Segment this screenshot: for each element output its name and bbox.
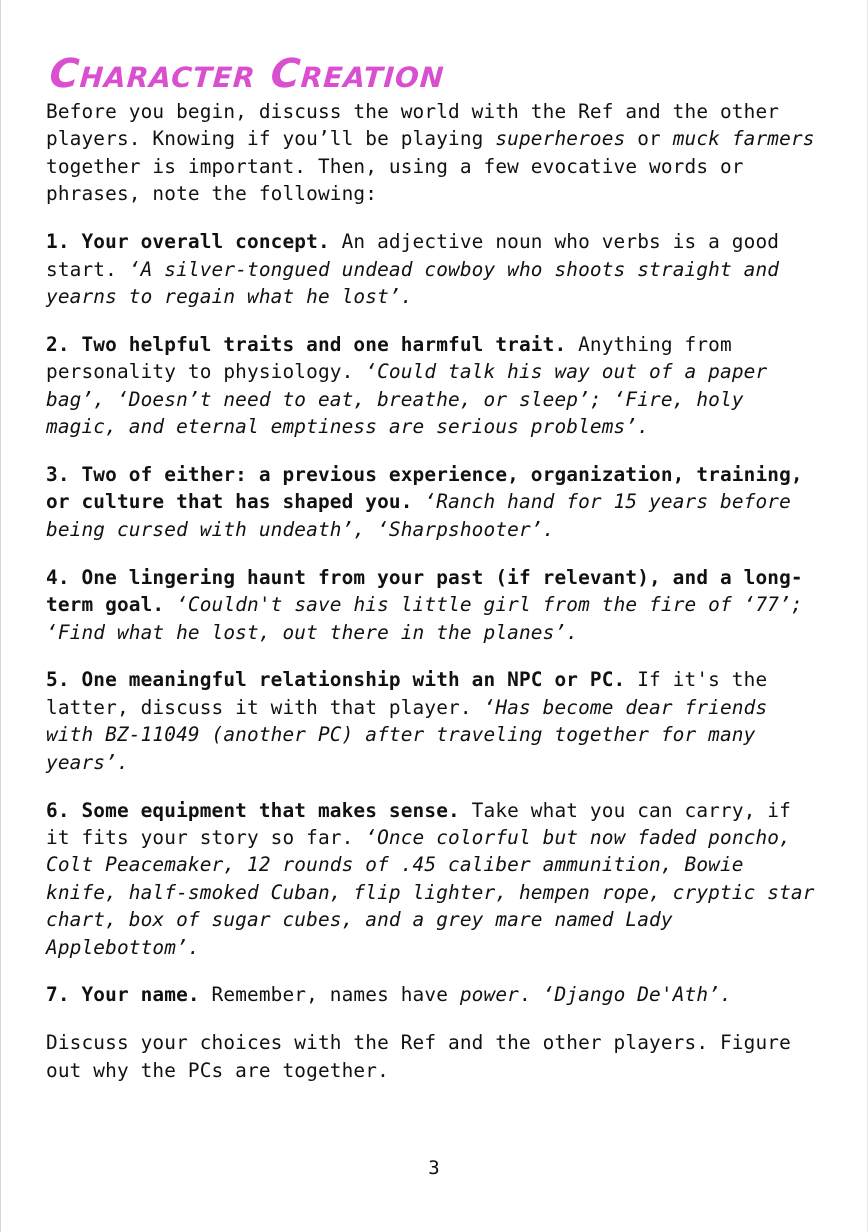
item-heading: 1. Your overall concept. xyxy=(46,230,330,254)
item-example: ‘Has become dear friends with BZ-11049 (another PC) after traveling together for many years’. xyxy=(46,695,768,774)
item-heading: 3. Two of either: a previous experience, organization, training, or culture that has shaped you. xyxy=(46,462,803,514)
page-number: 3 xyxy=(428,1157,440,1179)
list-item-equipment xyxy=(46,797,826,961)
list-item-haunt-goal xyxy=(46,564,826,646)
item-text xyxy=(413,490,425,513)
item-example: ‘Couldn't save his little girl from the fire of ‘77’; ‘Find what he lost, out there in the planes’. xyxy=(46,593,803,644)
intro-text: or xyxy=(625,127,673,151)
intro-emphasis: superheroes xyxy=(495,127,626,151)
item-text: If it's the latter, discuss it with that player. xyxy=(46,668,768,719)
list-item-experience xyxy=(46,461,826,543)
list-item-concept xyxy=(46,228,826,310)
item-example: ‘A silver-tongued undead cowboy who shoots straight and yearns to regain what he lost’. xyxy=(46,257,780,308)
item-text xyxy=(164,593,176,616)
item-heading: 7. Your name. xyxy=(46,983,200,1007)
item-heading: 4. One lingering haunt from your past (if relevant), and a long-term goal. xyxy=(46,565,803,617)
closing-paragraph: Discuss your choices with the Ref and the other players. Figure out why the PCs are together. xyxy=(46,1031,791,1082)
item-example: ‘Django De'Ath’. xyxy=(542,983,732,1007)
intro-paragraph xyxy=(46,98,826,208)
item-text: Anything from personality to physiology. xyxy=(46,332,732,384)
item-example: ‘Could talk his way out of a paper bag’, ‘Doesn’t need to eat, breathe, or sleep’; ‘Fire, holy magic, and eternal emptiness are serious problems’. xyxy=(46,360,768,439)
page-title: Character Creation xyxy=(48,51,447,97)
item-text: An adjective noun who verbs is a good start. xyxy=(46,230,780,281)
item-emphasis: power xyxy=(459,983,519,1007)
item-example: ‘Once colorful but now faded poncho, Colt Peacemaker, 12 rounds of .45 caliber ammunition, Bowie knife, half-smoked Cuban, flip lighter, hempen rope, cryptic star chart, box of sugar cubes, and a grey mare named Lady Applebottom’. xyxy=(46,825,815,959)
list-item-traits xyxy=(46,331,826,441)
item-text: Take what you can carry, if it fits your story so far. xyxy=(46,798,791,849)
intro-emphasis: muck farmers xyxy=(672,127,815,151)
intro-text: Before you begin, discuss the world with the Ref and the other players. Knowing if you’ll be playing xyxy=(46,100,780,151)
item-heading: 5. One meaningful relationship with an NPC or PC. xyxy=(46,668,626,692)
item-heading: 6. Some equipment that makes sense. xyxy=(46,798,460,822)
list-item-relationship xyxy=(46,666,826,776)
page-edge xyxy=(0,0,1,1232)
item-heading: 2. Two helpful traits and one harmful trait. xyxy=(46,332,567,356)
item-example: ‘Ranch hand for 15 years before being cursed with undeath’, ‘Sharpshooter’. xyxy=(46,490,791,541)
list-item-name xyxy=(46,981,826,1008)
item-text: Remember, names have xyxy=(199,983,460,1007)
page-content xyxy=(46,50,826,1084)
intro-text: together is important. Then, using a few evocative words or phrases, note the following: xyxy=(46,154,744,206)
item-text: . xyxy=(518,983,543,1007)
